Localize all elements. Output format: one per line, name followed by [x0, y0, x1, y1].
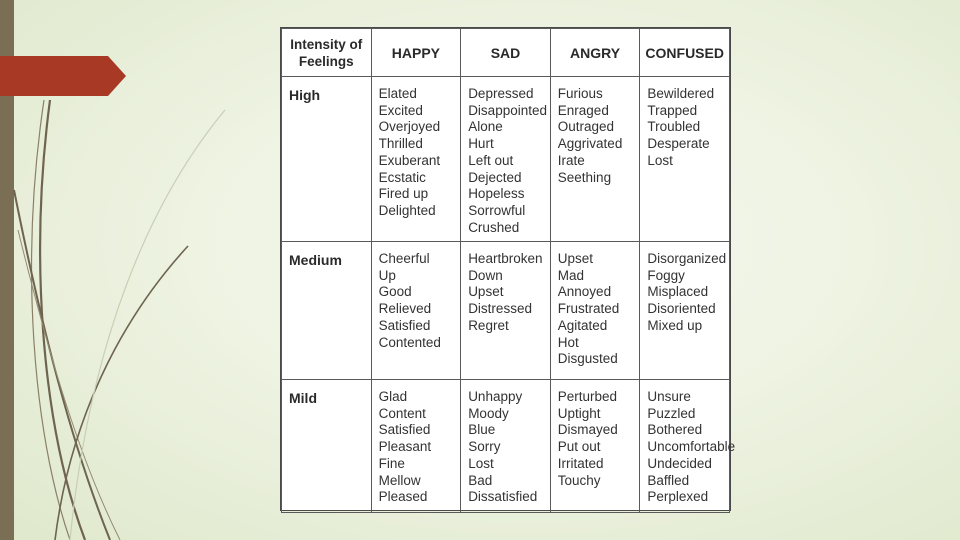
feeling-word: Frustrated: [557, 301, 620, 317]
feeling-word: Thrilled: [378, 136, 423, 152]
feeling-word: Up: [378, 267, 396, 283]
feeling-word: Excited: [378, 102, 423, 118]
table-header-row: [282, 29, 730, 77]
feeling-word: Bad: [468, 472, 493, 488]
feeling-word: Uncomfortable: [647, 439, 736, 455]
feeling-word: Undecided: [647, 455, 712, 471]
corner-header: Intensity of Feelings: [282, 29, 372, 77]
feeling-word: Perplexed: [647, 489, 709, 505]
feeling-word: Mad: [557, 267, 585, 283]
feeling-word: Delighted: [378, 202, 436, 218]
feeling-word: Lost: [468, 455, 494, 471]
cell-high-happy: [371, 77, 461, 242]
feeling-word: Distressed: [468, 301, 532, 317]
feeling-word: Seething: [557, 169, 612, 185]
cell-high-angry: [550, 77, 640, 242]
column-header-angry: ANGRY: [550, 29, 640, 77]
feeling-word: Overjoyed: [378, 119, 441, 135]
feeling-word: Dismayed: [557, 422, 618, 438]
feeling-word: Hot: [557, 334, 579, 350]
feeling-word: Regret: [468, 317, 509, 333]
feeling-word: Hopeless: [468, 186, 525, 202]
cell-medium-angry: [550, 242, 640, 380]
feeling-word: Contented: [378, 334, 441, 350]
feeling-word: Mixed up: [647, 317, 703, 333]
feeling-word: Unsure: [647, 389, 691, 404]
feelings-table-container: [280, 27, 736, 511]
row-header-medium: Medium: [282, 242, 372, 380]
feeling-word: Upset: [468, 284, 504, 300]
feeling-word: Aggrivated: [557, 136, 623, 152]
feeling-word: Dissatisfied: [468, 489, 538, 505]
cell-medium-happy: [371, 242, 461, 380]
feeling-word: Fired up: [378, 186, 429, 202]
feelings-intensity-table: [281, 28, 736, 513]
feeling-word: Sorrowful: [468, 202, 526, 218]
feeling-word: Agitated: [557, 317, 608, 333]
feeling-word: Blue: [468, 422, 496, 438]
feeling-word: Put out: [557, 439, 601, 455]
feeling-word: Misplaced: [647, 284, 709, 300]
feeling-word: Heartbroken: [468, 251, 543, 266]
feeling-word: Disorganized: [647, 251, 727, 266]
feeling-word: Baffled: [647, 472, 690, 488]
feeling-word: Mellow: [378, 472, 421, 488]
row-header-high: High: [282, 77, 372, 242]
feeling-word: Trapped: [647, 102, 698, 118]
feeling-word: Upset: [557, 251, 594, 266]
feeling-word: Cheerful: [378, 251, 430, 266]
feeling-word: Bothered: [647, 422, 703, 438]
feeling-word: Moody: [468, 405, 509, 421]
feeling-word: Dejected: [468, 169, 522, 185]
feeling-word: Unhappy: [468, 389, 523, 404]
cell-mild-sad: [461, 380, 551, 513]
cell-high-confused: [640, 77, 730, 242]
feeling-word: Disgusted: [557, 351, 618, 367]
feeling-word: Troubled: [647, 119, 701, 135]
cell-high-sad: [461, 77, 551, 242]
feeling-word: Outraged: [557, 119, 615, 135]
feeling-word: Lost: [647, 152, 673, 168]
table-row-high: [282, 77, 730, 242]
feeling-word: Irate: [557, 152, 585, 168]
feeling-word: Enraged: [557, 102, 609, 118]
cell-mild-happy: [371, 380, 461, 513]
feeling-word: Furious: [557, 86, 603, 101]
feeling-word: Annoyed: [557, 284, 612, 300]
feeling-word: Disappointed: [468, 102, 547, 118]
feeling-word: Pleased: [378, 489, 428, 505]
column-header-confused: CONFUSED: [640, 29, 730, 77]
feeling-word: Glad: [378, 389, 408, 404]
feeling-word: Ecstatic: [378, 169, 426, 185]
feeling-word: Perturbed: [557, 389, 618, 404]
feeling-word: Exuberant: [378, 152, 441, 168]
table-row-medium: [282, 242, 730, 380]
feeling-word: Disoriented: [647, 301, 716, 317]
feeling-word: Left out: [468, 152, 514, 168]
feeling-word: Depressed: [468, 86, 534, 101]
row-header-mild: Mild: [282, 380, 372, 513]
feeling-word: Pleasant: [378, 439, 432, 455]
cell-mild-angry: [550, 380, 640, 513]
feeling-word: Down: [468, 267, 503, 283]
cell-medium-sad: [461, 242, 551, 380]
feeling-word: Touchy: [557, 472, 601, 488]
feeling-word: Desperate: [647, 136, 710, 152]
feeling-word: Irritated: [557, 455, 604, 471]
feeling-word: Bewildered: [647, 86, 715, 101]
column-header-sad: SAD: [461, 29, 551, 77]
table-row-mild: [282, 380, 730, 513]
feeling-word: Relieved: [378, 301, 432, 317]
feeling-word: Sorry: [468, 439, 501, 455]
feeling-word: Elated: [378, 86, 417, 101]
feeling-word: Fine: [378, 455, 405, 471]
column-header-happy: HAPPY: [371, 29, 461, 77]
feeling-word: Foggy: [647, 267, 685, 283]
feeling-word: Crushed: [468, 219, 520, 235]
feeling-word: Satisfied: [378, 422, 431, 438]
red-arrow-tab: [0, 0, 130, 100]
feeling-word: Good: [378, 284, 412, 300]
cell-mild-confused: [640, 380, 736, 513]
cell-medium-confused: [640, 242, 730, 380]
feeling-word: Satisfied: [378, 317, 431, 333]
feeling-word: Content: [378, 405, 426, 421]
feeling-word: Alone: [468, 119, 503, 135]
feeling-word: Uptight: [557, 405, 601, 421]
feeling-word: Puzzled: [647, 405, 696, 421]
feeling-word: Hurt: [468, 136, 494, 152]
